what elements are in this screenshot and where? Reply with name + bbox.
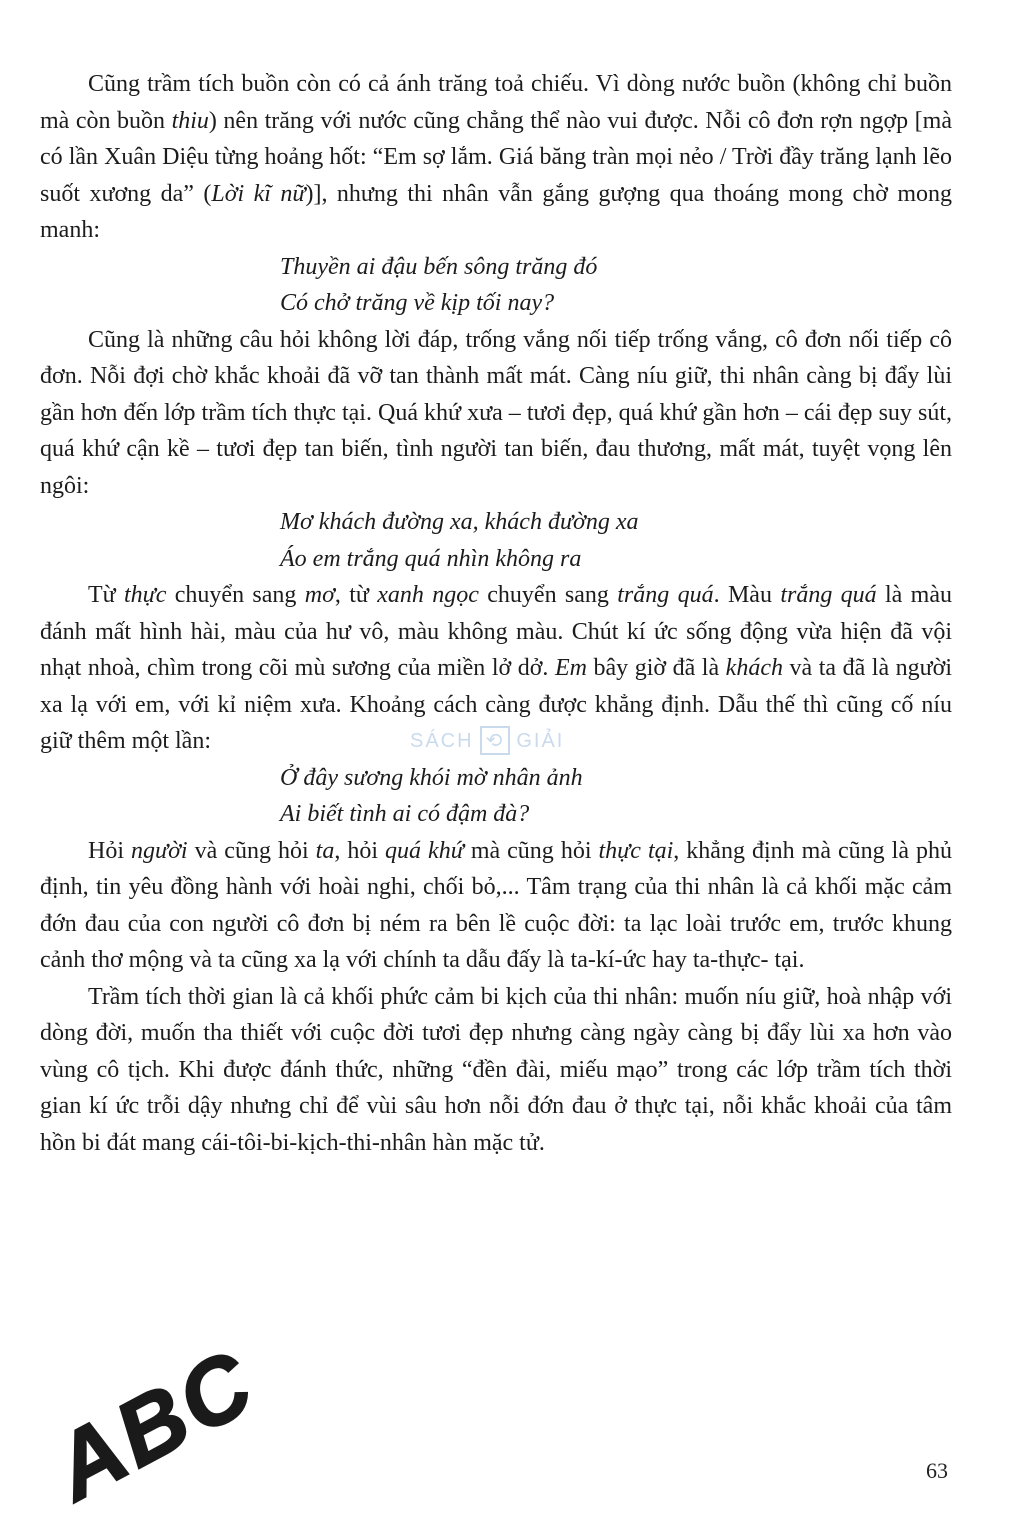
verse-1-line-1: Thuyền ai đậu bến sông trăng đó <box>280 253 598 280</box>
verse-2-line-1: Mơ khách đường xa, khách đường xa <box>280 509 639 535</box>
body-text <box>40 66 952 1161</box>
watermark-right: GIẢI <box>516 730 565 752</box>
verse-3-line-2: Ai biết tình ai có đậm đà? <box>280 801 530 827</box>
paragraph-4: Hỏi người và cũng hỏi ta, hỏi quá khứ mà cũng hỏi thực tại, khẳng định mà cũng là phủ định, tin yêu đồng hành với hoài nghi, chối bỏ,... Tâm trạng của thi nhân là cả khối mặc cảm đớn đau của con người cô đơn bị ném ra bên lề cuộc đời: ta lạc loài trước em, trước khung cảnh thơ mộng và ta cũng xa lạ với chính ta dẫu đấy là ta-kí-ức hay ta-thực- tại. <box>40 837 952 973</box>
page-number: 63 <box>926 1458 948 1483</box>
svg-text:ABC: ABC <box>36 1330 272 1520</box>
paragraph-1: Cũng trầm tích buồn còn có cả ánh trăng toả chiếu. Vì dòng nước buồn (không chỉ buồn mà còn buồn thiu) nên trăng với nước cũng chẳng thể nào vui được. Nỗi cô đơn rợn ngợp [mà có lần Xuân Diệu từng hoảng hốt: “Em sợ lắm. Giá băng tràn mọi nẻo / Trời đầy trăng lạnh lẽo suốt xương da” (Lời kĩ nữ)], nhưng thi nhân vẫn gắng gượng qua thoáng mong chờ mong manh: <box>40 71 952 243</box>
paragraph-5: Trầm tích thời gian là cả khối phức cảm bi kịch của thi nhân: muốn níu giữ, hoà nhập với dòng đời, muốn tha thiết với cuộc đời tươi đẹp nhưng càng ngày càng bị đẩy lùi xa hơn vào vùng cô tịch. Khi được đánh thức, những “đền đài, miếu mạo” trong các lớp trầm tích thời gian kí ức trỗi dậy nhưng chỉ để vùi sâu hơn nỗi đớn đau ở thực tại, nỗi khắc khoải của tâm hồn bi đát mang cái-tôi-bi-kịch-thi-nhân hàn mặc tử. <box>40 983 952 1156</box>
verse-2-line-2: Áo em trắng quá nhìn không ra <box>280 545 582 572</box>
verse-3-line-1: Ở đây sương khói mờ nhân ảnh <box>280 764 583 791</box>
watermark-logo-icon: ⟲ <box>480 726 511 755</box>
paragraph-3: Từ thực chuyển sang mơ, từ xanh ngọc chuyển sang trắng quá. Màu trắng quá là màu đánh mất hình hài, màu của hư vô, màu không màu. Chút kí ức sống động vừa hiện đã vội nhạt nhoà, chìm trong cõi mù sương của miền lở dở. Em bây giờ đã là khách và ta đã là người xa lạ với em, với kỉ niệm xưa. Khoảng cách càng được khẳng định. Dẫu thế thì cũng cố níu giữ thêm một lần: <box>40 582 953 754</box>
verse-1-line-2: Có chở trăng về kịp tối nay? <box>280 290 555 316</box>
paragraph-2: Cũng là những câu hỏi không lời đáp, trống vắng nối tiếp trống vắng, cô đơn nối tiếp cô đơn. Nỗi đợi chờ khắc khoải đã vỡ tan thành mất mát. Càng níu giữ, thi nhân càng bị đẩy lùi gần hơn đến lớp trầm tích thực tại. Quá khứ xưa – tươi đẹp, quá khứ gần hơn – cái đẹp suy sút, quá khứ cận kề – tươi đẹp tan biến, tình người tan biến, đau thương, mất mát, tuyệt vọng lên ngôi: <box>40 326 952 499</box>
abc-logo <box>30 1330 272 1520</box>
watermark-left: SÁCH <box>410 730 474 752</box>
